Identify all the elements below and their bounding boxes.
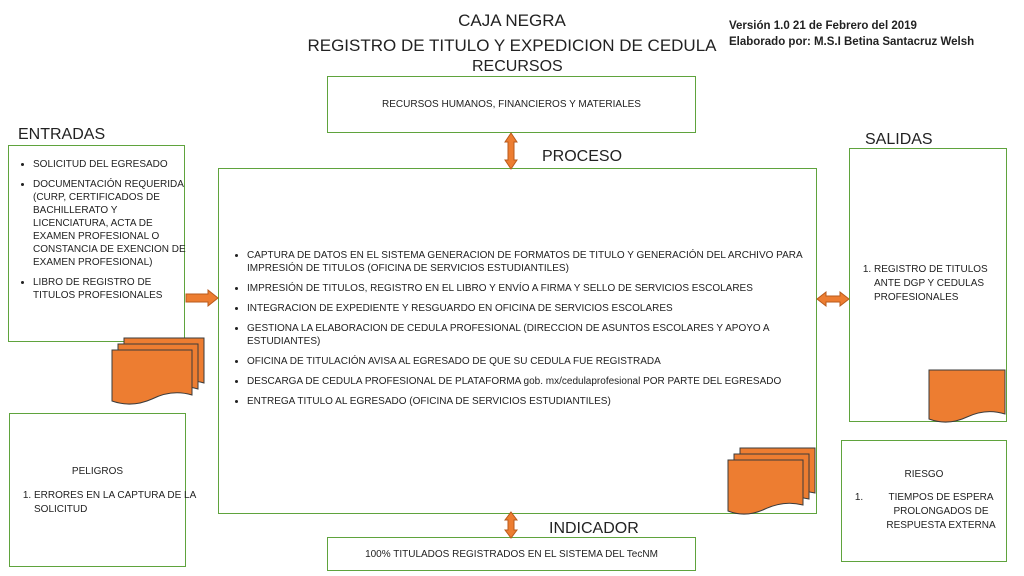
document-icon-salidas bbox=[929, 370, 1005, 422]
riesgo-label: RIESGO bbox=[904, 469, 944, 480]
arrow-proceso-salidas bbox=[817, 292, 849, 306]
arrow-entradas-proceso bbox=[186, 290, 218, 306]
list-item: 1. REGISTRO DE TITULOS ANTE DGP Y CEDULAS PROFESIONALES bbox=[874, 263, 1014, 305]
list-item: • INTEGRACION DE EXPEDIENTE Y RESGUARDO EN OFICINA DE SERVICIOS ESCOLARES bbox=[247, 302, 807, 315]
list-item: • DESCARGA DE CEDULA PROFESIONAL DE PLATAFORMA gob. mx/cedulaprofesional POR PARTE DEL EGRESADO bbox=[247, 375, 807, 388]
diagram-title: CAJA NEGRA bbox=[458, 11, 566, 30]
arrow-proceso-indicador bbox=[505, 512, 517, 538]
document-stack-icon-proceso bbox=[728, 448, 815, 514]
recursos-label: RECURSOS bbox=[472, 58, 563, 75]
recursos-text: RECURSOS HUMANOS, FINANCIEROS Y MATERIALES bbox=[382, 99, 641, 110]
list-item: • IMPRESIÓN DE TITULOS, REGISTRO EN EL LIBRO Y ENVÍO A FIRMA Y SELLO DE SERVICIOS ESCOLARES bbox=[247, 282, 807, 295]
list-item: • CAPTURA DE DATOS EN EL SISTEMA GENERACION DE FORMATOS DE TITULO Y GENERACIÓN DEL ARCHIVO PARA IMPRESIÓN DE TITULOS (OFICINA DE SERVICIOS ESTUDIANTILES) bbox=[247, 249, 807, 275]
list-item: • SOLICITUD DEL EGRESADO bbox=[33, 158, 193, 171]
peligros-label: PELIGROS bbox=[71, 466, 124, 477]
diagram-subtitle: REGISTRO DE TITULO Y EXPEDICION DE CEDULA bbox=[307, 36, 717, 55]
list-item: • ENTREGA TITULO AL EGRESADO (OFICINA DE SERVICIOS ESTUDIANTILES) bbox=[247, 395, 807, 408]
entradas-label: ENTRADAS bbox=[18, 126, 106, 143]
list-item: • LIBRO DE REGISTRO DE TITULOS PROFESIONALES bbox=[33, 276, 193, 302]
list-item: • DOCUMENTACIÓN REQUERIDA (CURP, CERTIFICADOS DE BACHILLERATO Y LICENCIATURA, ACTA DE EXAMEN PROFESIONAL O CONSTANCIA DE EXENCION DE EXAMEN PROFESIONAL) bbox=[33, 178, 193, 269]
document-stack-icon-entradas bbox=[112, 338, 204, 404]
list-item: • OFICINA DE TITULACIÓN AVISA AL EGRESADO DE QUE SU CEDULA FUE REGISTRADA bbox=[247, 355, 807, 368]
indicador-text: 100% TITULADOS REGISTRADOS EN EL SISTEMA DEL TecNM bbox=[365, 549, 658, 560]
proceso-label: PROCESO bbox=[542, 148, 623, 165]
version-text: Versión 1.0 21 de Febrero del 2019 bbox=[729, 20, 917, 32]
list-item: • GESTIONA LA ELABORACION DE CEDULA PROFESIONAL (DIRECCION DE ASUNTOS ESCOLARES Y APOYO A ESTUDIANTES) bbox=[247, 322, 807, 348]
author-text: Elaborado por: M.S.I Betina Santacruz Welsh bbox=[729, 36, 975, 48]
indicador-label: INDICADOR bbox=[549, 520, 639, 537]
salidas-label: SALIDAS bbox=[865, 131, 933, 148]
arrow-recursos-proceso bbox=[505, 133, 517, 169]
list-item: 1. TIEMPOS DE ESPERA PROLONGADOS DE RESPUESTA EXTERNA bbox=[866, 491, 1016, 533]
list-item: 1. ERRORES EN LA CAPTURA DE LA SOLICITUD bbox=[34, 489, 199, 517]
